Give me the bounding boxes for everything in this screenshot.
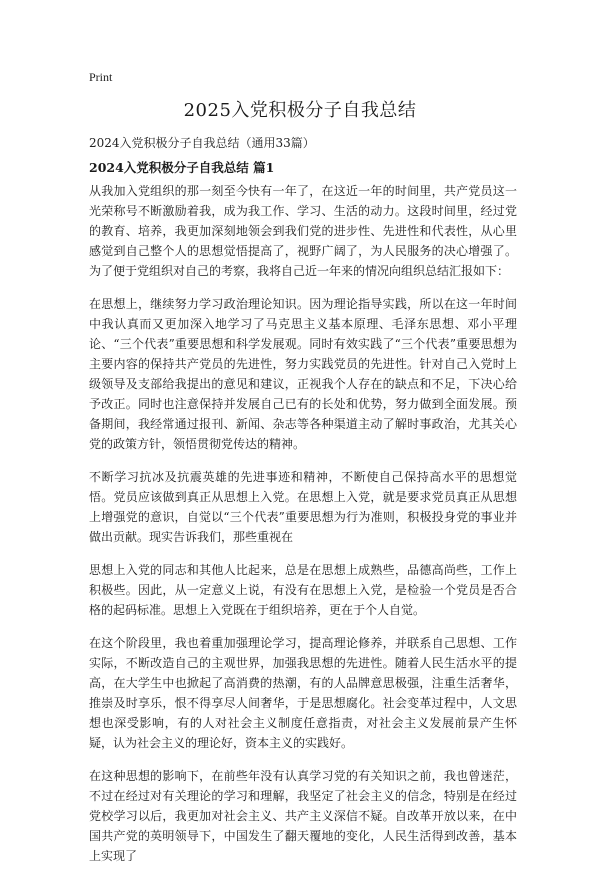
page-title: 2025入党积极分子自我总结 [183, 100, 417, 121]
subtitle: 2024入党积极分子自我总结（通用33篇） [89, 136, 315, 150]
paragraph: 在这种思想的影响下，在前些年没有认真学习党的有关知识之前，我也曾迷茫，不过在经过对有关理论的学习和理解，我坚定了社会主义的信念，特别是在经过党校学习以后，我更加对社会主义、共产主义深信不疑。自改革开放以来，在中国共产党的英明领导下，中国发生了翻天覆地的变化，人民生活得到改善，基本上实现了 [89, 769, 517, 863]
paragraph: 思想上入党的同志和其他人比起来，总是在思想上成熟些，品德高尚些，工作上积极些。因此，从一定意义上说，有没有在思想上入党，是检验一个党员是否合格的起码标准。思想上入党既在于组织培养，更在于个人自觉。 [89, 563, 517, 617]
article-body [89, 181, 517, 879]
paragraph: 在思想上，继续努力学习政治理论知识。因为理论指导实践，所以在这一年时间中我认真而又更加深入地学习了马克思主义基本原理、毛泽东思想、邓小平理论、“三个代表”重要思想和科学发展观。同时有效实践了“三个代表”重要思想为主要内容的保持共产党员的先进性，努力实践党员的先进性。针对自己入党时上级领导及支部给我提出的意见和建议，正视我个人存在的缺点和不足，下决心给予改正。同时也注意保持并发展自己已有的长处和优势，努力做到全面发展。预备期间，我经常通过报刊、新闻、杂志等各种渠道主动了解时事政治，尤其关心党的政策方针，领悟贯彻党传达的精神。 [89, 297, 517, 451]
section-heading: 2024入党积极分子自我总结 篇1 [89, 160, 275, 175]
print-link[interactable]: Print [89, 70, 113, 84]
paragraph: 在这个阶段里，我也着重加强理论学习，提高理论修养，并联系自己思想、工作实际，不断改造自己的主观世界，加强我思想的先进性。随着人民生活水平的提高，在大学生中也掀起了高消费的热潮，有的人品牌意思极强，注重生活奢华，推崇及时享乐，恨不得享尽人间奢华，于是思想腐化。社会变革过程中，人文思想也深受影响，有的人对社会主义制度任意指责，对社会主义发展前景产生怀疑，认为社会主义的理论好，资本主义的实践好。 [89, 636, 517, 750]
paragraph: 不断学习抗冰及抗震英雄的先进事迹和精神，不断使自己保持高水平的思想觉悟。党员应该做到真正从思想上入党。在思想上入党，就是要求党员真正从思想上增强党的意识，自觉以“三个代表”重要思想为行为准则，积极投身党的事业并做出贡献。现实告诉我们，那些重视在 [89, 470, 517, 544]
paragraph: 从我加入党组织的那一刻至今快有一年了，在这近一年的时间里，共产党员这一光荣称号不断激励着我，成为我工作、学习、生活的动力。这段时间里，经过党的教育、培养，我更加深刻地领会到我们党的进步性、先进性和代表性，从心里感觉到自己整个人的思想觉悟提高了，视野广阔了，为人民服务的决心增强了。为了便于党组织对自己的考察，我将自己近一年来的情况向组织总结汇报如下： [89, 184, 517, 278]
